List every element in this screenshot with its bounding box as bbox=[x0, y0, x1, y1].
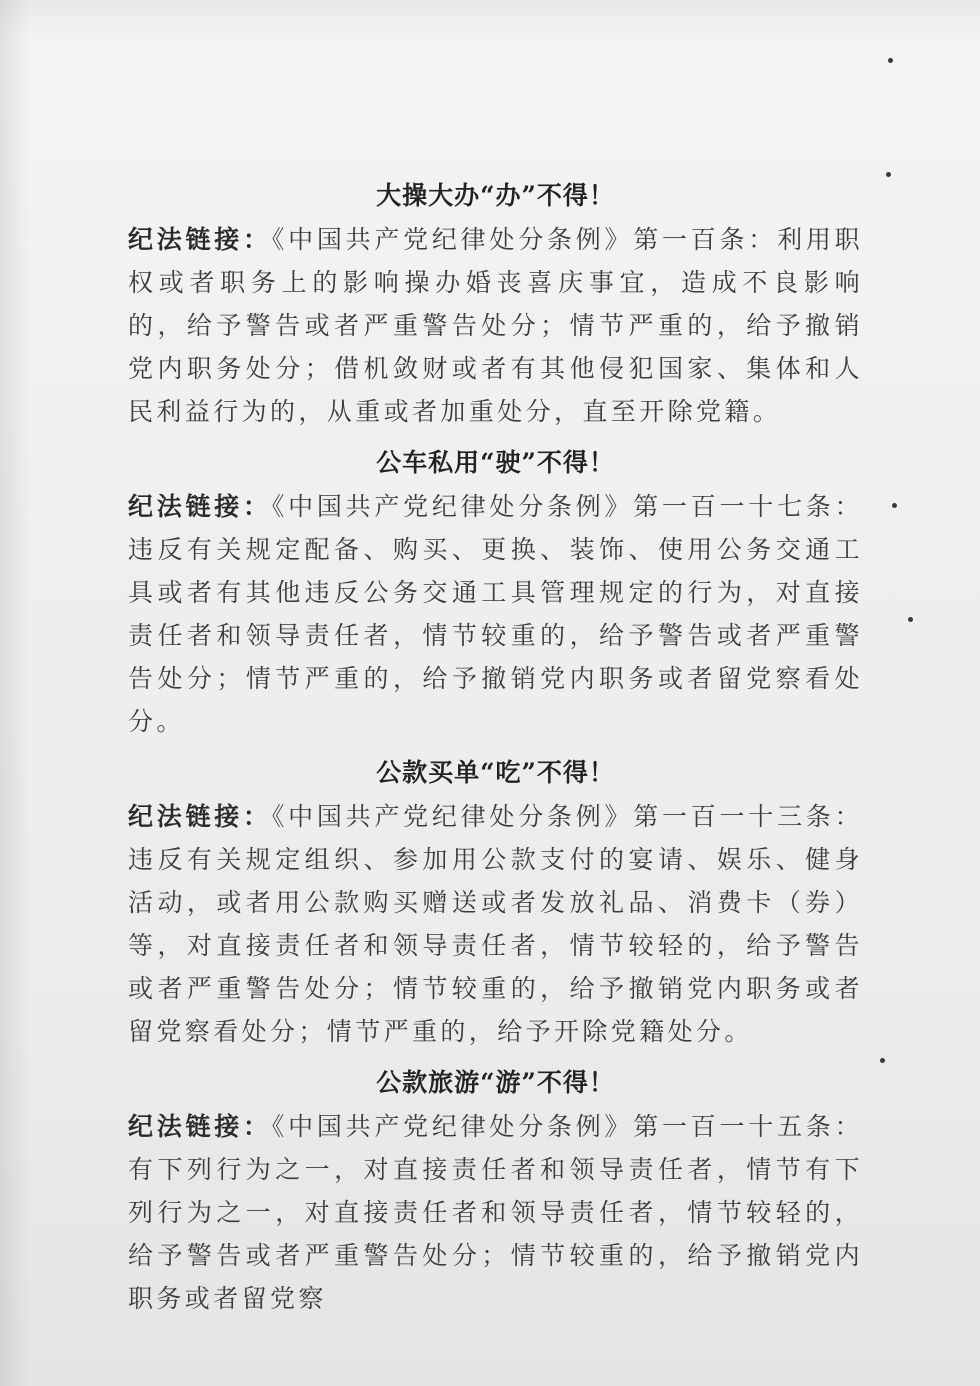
section-paragraph bbox=[128, 1105, 863, 1320]
law-link-text: 《中国共产党纪律处分条例》第一百条：利用职权或者职务上的影响操办婚丧喜庆事宜，造成不良影响的，给予警告或者严重警告处分；情节严重的，给予撤销党内职务处分；借机敛财或者有其他侵犯国家、集体和人民利益行为的，从重或者加重处分，直至开除党籍。 bbox=[128, 225, 863, 426]
section-official-cars bbox=[128, 443, 863, 743]
punch-mark bbox=[892, 503, 897, 508]
section-banquets bbox=[128, 176, 863, 433]
section-paragraph bbox=[128, 485, 863, 743]
section-heading: 公车私用“驶”不得！ bbox=[376, 448, 615, 477]
section-public-funds-travel bbox=[128, 1063, 863, 1320]
section-heading: 公款旅游“游”不得！ bbox=[376, 1068, 615, 1097]
section-heading: 大操大办“办”不得！ bbox=[376, 181, 615, 210]
section-paragraph bbox=[128, 795, 863, 1053]
law-link-label: 纪法链接： bbox=[128, 802, 272, 831]
law-link-label: 纪法链接： bbox=[128, 1112, 272, 1141]
punch-mark bbox=[886, 172, 891, 177]
section-paragraph bbox=[128, 218, 863, 433]
law-link-text: 《中国共产党纪律处分条例》第一百一十三条：违反有关规定组织、参加用公款支付的宴请、娱乐、健身活动，或者用公款购买赠送或者发放礼品、消费卡（券）等，对直接责任者和领导责任者，情节较轻的，给予警告或者严重警告处分；情节较重的，给予撤销党内职务或者留党察看处分；情节严重的，给予开除党籍处分。 bbox=[128, 802, 863, 1046]
law-link-text: 《中国共产党纪律处分条例》第一百一十七条：违反有关规定配备、购买、更换、装饰、使用公务交通工具或者有其他违反公务交通工具管理规定的行为，对直接责任者和领导责任者，情节较重的，给予警告或者严重警告处分；情节严重的，给予撤销党内职务或者留党察看处分。 bbox=[128, 492, 863, 736]
law-link-text: 《中国共产党纪律处分条例》第一百一十五条：有下列行为之一，对直接责任者和领导责任者，情节有下列行为之一，对直接责任者和领导责任者，情节较轻的，给予警告或者严重警告处分；情节较重的，给予撤销党内职务或者留党察 bbox=[128, 1112, 863, 1313]
section-heading: 公款买单“吃”不得！ bbox=[376, 758, 615, 787]
punch-mark bbox=[880, 1058, 885, 1063]
law-link-label: 纪法链接： bbox=[128, 225, 272, 254]
punch-mark bbox=[908, 617, 913, 622]
law-link-label: 纪法链接： bbox=[128, 492, 272, 521]
punch-mark bbox=[888, 58, 893, 63]
document-body bbox=[128, 176, 863, 1330]
section-public-funds-dining bbox=[128, 753, 863, 1053]
